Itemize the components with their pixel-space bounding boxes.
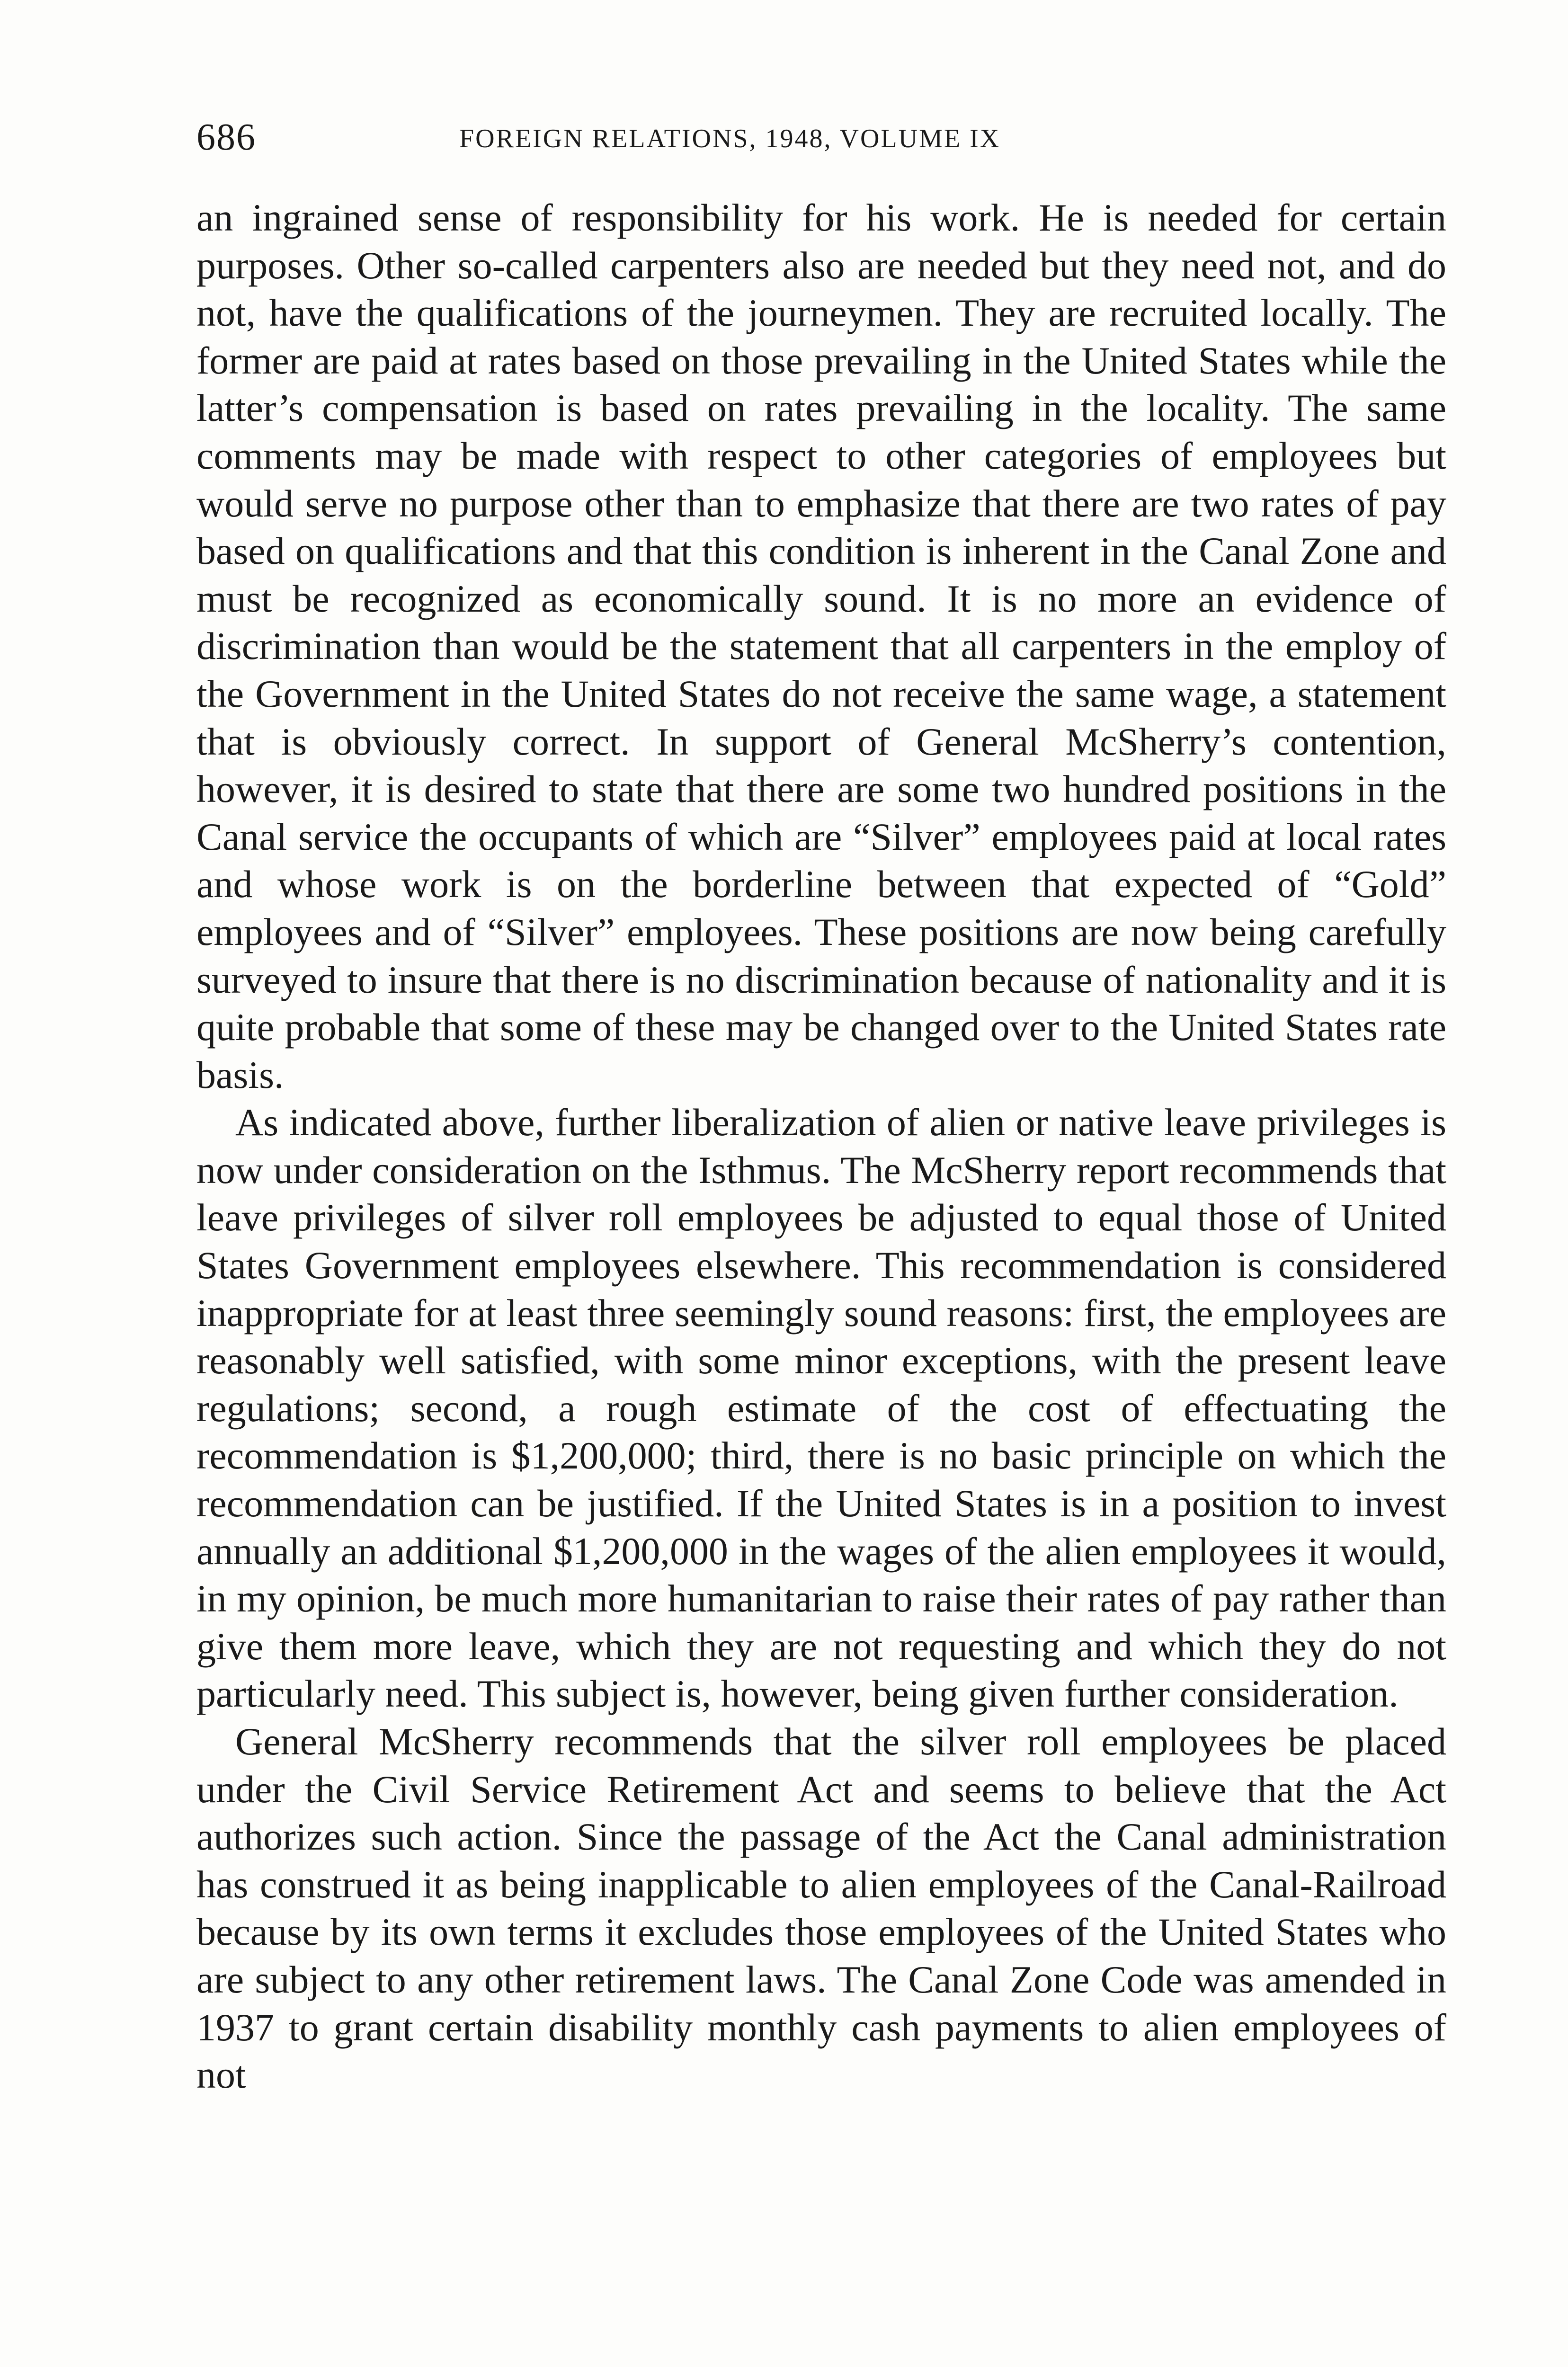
paragraph-retirement-act: General McSherry recommends that the silver roll employees be placed under the Civil Service Retirement Act and seems to believe that the Act authorizes such action. Since the passage of the Act the Canal administration has construed it as being inapplicable to alien employees of the Canal-Railroad because by its own terms it excludes those employees of the United States who are subject to any other retirement laws. The Canal Zone Code was amended in 1937 to grant certain disability monthly cash payments to alien employees of not — [196, 1720, 1446, 2097]
running-head — [196, 111, 1446, 163]
paragraph-leave-privileges: As indicated above, further liberalization of alien or native leave privileges is now under consideration on the Isthmus. The McSherry report recommends that leave privileges of silver roll employees be adjusted to equal those of United States Government employees elsewhere. This recommendation is considered inappropriate for at least three seemingly sound reasons: first, the employees are reasonably well satisfied, with some minor exceptions, with the present leave regulations; second, a rough estimate of the cost of effectuating the recommendation is $1,200,000; third, there is no basic principle on which the recommendation can be justified. If the United States is in a position to invest annually an additional $1,200,000 in the wages of the alien employees it would, in my opinion, be much more humanitarian to raise their rates of pay rather than give them more leave, which they are not requesting and which they do not particularly need. This subject is, however, being given further consideration. — [196, 1101, 1446, 1716]
paragraph-continued: an ingrained sense of responsibility for his work. He is needed for certain purposes. Other so-called carpenters also are needed but they need not, and do not, have the qualifications of the journeymen. They are recruited locally. The former are paid at rates based on those prevailing in the United States while the latter’s compensation is based on rates prevailing in the locality. The same comments may be made with respect to other categories of employees but would serve no purpose other than to emphasize that there are two rates of pay based on qualifications and that this condition is inherent in the Canal Zone and must be recognized as economically sound. It is no more an evidence of discrimination than would be the statement that all carpenters in the employ of the Government in the United States do not receive the same wage, a statement that is obviously correct. In support of General McSherry’s contention, however, it is desired to state that there are some two hundred positions in the Canal service the occupants of which are “Silver” employees paid at local rates and whose work is on the borderline between that expected of “Gold” employees and of “Silver” employees. These positions are now being carefully surveyed to insure that there is no discrimination because of nationality and it is quite probable that some of these may be changed over to the United States rate basis. — [196, 196, 1446, 1096]
running-title: FOREIGN RELATIONS, 1948, VOLUME IX — [459, 124, 1001, 153]
page-number: 686 — [196, 116, 256, 158]
body-text — [196, 194, 1446, 2099]
